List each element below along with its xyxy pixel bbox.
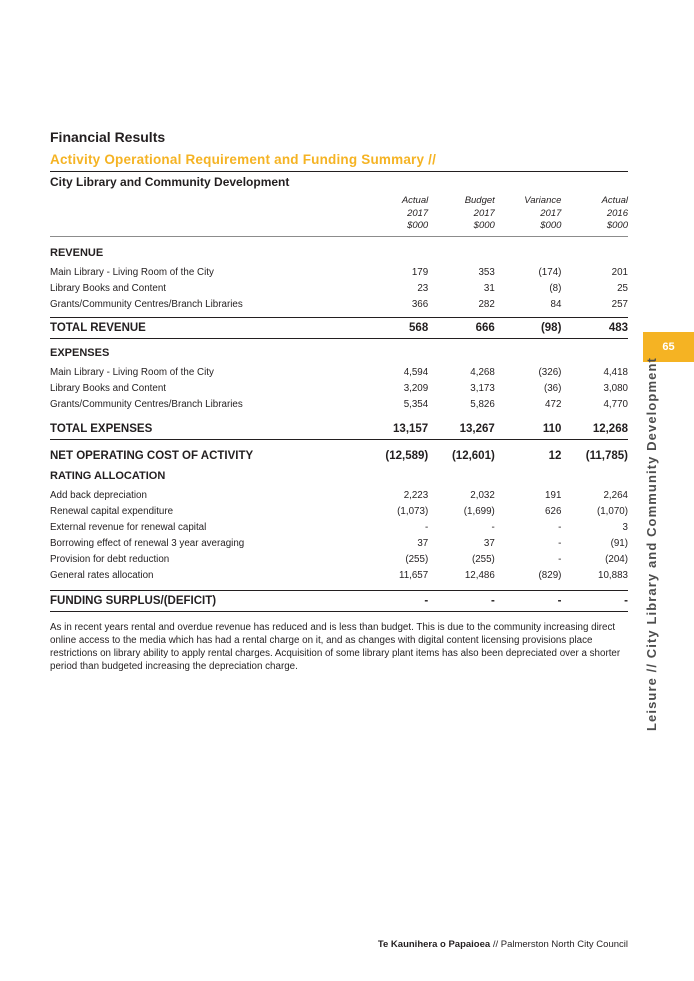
table-row: Grants/Community Centres/Branch Libraries 366 282 84 257 (50, 298, 628, 310)
table-row: Main Library - Living Room of the City 179 353 (174) 201 (50, 266, 628, 278)
table-row: Library Books and Content 3,209 3,173 (36) 3,080 (50, 382, 628, 394)
side-section-label: Leisure // City Library and Community Development (644, 357, 659, 731)
financial-summary (50, 128, 628, 682)
summary-subheading: Activity Operational Requirement and Funding Summary // (50, 152, 437, 167)
rating-allocation-heading: RATING ALLOCATION (50, 469, 166, 482)
table-row: Provision for debt reduction (255) (255) - (204) (50, 553, 628, 565)
footer-separator: // (490, 939, 501, 950)
table-row: Grants/Community Centres/Branch Libraries 5,354 5,826 472 4,770 (50, 398, 628, 410)
table-row: External revenue for renewal capital - - - 3 (50, 521, 628, 533)
table-row: Library Books and Content 23 31 (8) 25 (50, 282, 628, 294)
table-row: General rates allocation 11,657 12,486 (829) 10,883 (50, 569, 628, 581)
column-header: Budget 2017 $000 (464, 195, 495, 231)
revenue-heading: REVENUE (50, 246, 104, 259)
total-expenses-row: TOTAL EXPENSES 13,157 13,267 110 12,268 (50, 419, 628, 440)
funding-surplus-row: FUNDING SURPLUS/(DEFICIT) - - - - (50, 590, 628, 612)
page-number-tab: 65 (643, 332, 694, 362)
top-rule (50, 171, 628, 172)
explanatory-note: As in recent years rental and overdue revenue has reduced and is less than budget. This is due to the community increasing direct online access to the media which has had a rental charge on it, and as changes with digital content licensing provisions place restrictions on library ability to apply rental charges. Acquisition of some library plant items has also been depreciated over a shorter period than budgeted increasing the depreciation charge. (50, 621, 621, 672)
column-header: Actual 2016 $000 (601, 195, 628, 231)
column-header: Actual 2017 $000 (401, 195, 429, 231)
table-row: Add back depreciation 2,223 2,032 191 2,264 (50, 489, 628, 501)
column-header: Variance 2017 $000 (524, 195, 562, 231)
total-revenue-row: TOTAL REVENUE 568 666 (98) 483 (50, 317, 628, 339)
column-headers (50, 195, 628, 237)
page-heading: Financial Results (50, 129, 166, 145)
net-operating-cost-row: NET OPERATING COST OF ACTIVITY (12,589) (12,601) 12 (11,785) (50, 449, 628, 462)
expenses-heading: EXPENSES (50, 346, 110, 359)
footer-council-name: Palmerston North City Council (500, 939, 628, 950)
table-row: Renewal capital expenditure (1,073) (1,699) 626 (1,070) (50, 505, 628, 517)
table-row: Borrowing effect of renewal 3 year averaging 37 37 - (91) (50, 537, 628, 549)
page-footer (378, 939, 628, 950)
footer-org: Te Kaunihera o Papaioea (377, 939, 491, 950)
table-row: Main Library - Living Room of the City 4,594 4,268 (326) 4,418 (50, 366, 628, 378)
section-title: City Library and Community Development (50, 175, 290, 189)
